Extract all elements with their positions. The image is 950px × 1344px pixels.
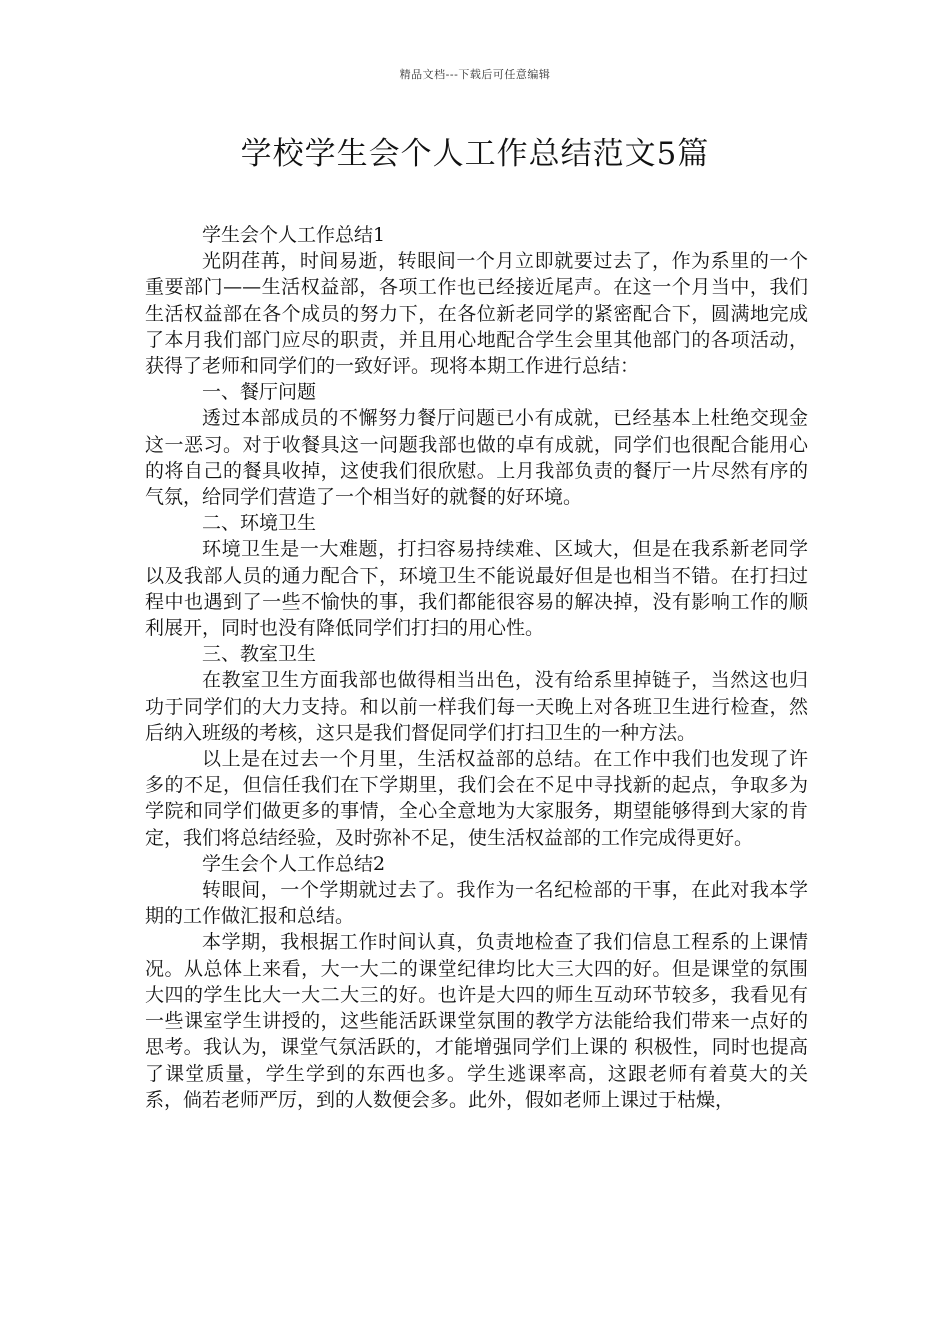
header-watermark: 精品文档---下载后可任意编辑 [399, 68, 551, 81]
subheading-canteen: 一、餐厅问题 [202, 381, 317, 404]
paragraph-conclusion: 以上是在过去一个月里，生活权益部的总结。在工作中我们也发现了许多的不足，但信任我们在下学期里，我们会在不足中寻找新的起点，争取多为学院和同学们做更多的事情，全心全意地为大家服务，期望能够得到大家的肯定，我们将总结经验，及时弥补不足，使生活权益部的工作完成得更好。 [145, 748, 808, 849]
paragraph-environment: 环境卫生是一大难题，打扫容易持续难、区域大，但是在我系新老同学以及我部人员的通力配合下，环境卫生不能说最好但是也相当不错。在打扫过程中也遇到了一些不愉快的事，我们都能很容易的解决掉，没有影响工作的顺利展开，同时也没有降低同学们打扫的用心性。 [145, 538, 808, 640]
paragraph-canteen: 透过本部成员的不懈努力餐厅问题已小有成就，已经基本上杜绝交现金这一恶习。对于收餐具这一问题我部也做的卓有成就，同学们也很配合能用心的将自己的餐具收掉，这使我们很欣慰。上月我部负责的餐厅一片尽然有序的气氛，给同学们营造了一个相当好的就餐的好环境。 [145, 407, 808, 509]
section-heading-summary-2: 学生会个人工作总结2 [202, 852, 386, 875]
paragraph-classroom: 在教室卫生方面我部也做得相当出色，没有给系里掉链子，当然这也归功于同学们的大力支持。和以前一样我们每一天晚上对各班卫生进行检查，然后纳入班级的考核，这只是我们督促同学们打扫卫生的一种方法。 [145, 669, 808, 744]
document-title: 学校学生会个人工作总结范文5篇 [240, 136, 710, 172]
subheading-classroom: 三、教室卫生 [202, 643, 317, 666]
section-heading-summary-1: 学生会个人工作总结1 [202, 224, 386, 246]
paragraph-summary-2-intro: 转眼间，一个学期就过去了。我作为一名纪检部的干事，在此对我本学期的工作做汇报和总结。 [145, 879, 808, 928]
subheading-environment: 二、环境卫生 [202, 512, 317, 535]
paragraph-summary-2-body: 本学期，我根据工作时间认真，负责地检查了我们信息工程系的上课情况。从总体上来看，大一大二的课堂纪律均比大三大四的好。但是课堂的氛围大四的学生比大一大二大三的好。也许是大四的师生互动环节较多，我看见有一些课室学生讲授的，这些能活跃课堂氛围的教学方法能给我们带来一点好的思考。我认为，课堂气氛活跃的，才能增强同学们上课的 积极性，同时也提高了课堂质量，学生学到的东西也多。学生逃课率高，这跟老师有着莫大的关系，倘若老师严厉，到的人数便会多。此外，假如老师上课过于枯燥， [145, 931, 808, 1111]
document-body [145, 222, 808, 1113]
paragraph-intro: 光阴荏苒，时间易逝，转眼间一个月立即就要过去了，作为系里的一个重要部门——生活权益部，各项工作也已经接近尾声。在这一个月当中，我们生活权益部在各个成员的努力下，在各位新老同学的紧密配合下，圆满地完成了本月我们部门应尽的职责，并且用心地配合学生会里其他部门的各项活动，获得了老师和同学们的一致好评。现将本期工作进行总结： [145, 250, 808, 378]
